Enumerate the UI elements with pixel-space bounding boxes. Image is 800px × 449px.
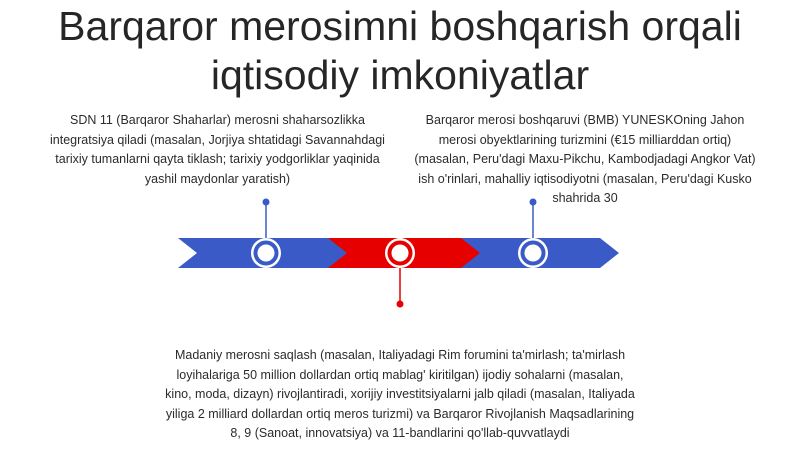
timeline-text-left: SDN 11 (Barqaror Shaharlar) merosni shaharsozlikka integratsiya qiladi (masalan, Jorjiya shtatidagi Savannahdagi tarixiy tumanlarni qayta tiklash; tarixiy yodgorliklar yaqinida yashil maydonlar yaratish) xyxy=(50,113,385,186)
title-line-1: Barqaror merosimni boshqarish orqali xyxy=(58,3,742,49)
timeline-text-right: Barqaror merosi boshqaruvi (BMB) YUNESKOning Jahon merosi obyektlarining turizmini (€15 milliarddan ortiq) (masalan, Peru'dagi Maxu-Pikchu, Kambodjadagi Angkor Vat) ish o'rinlari, mahalliy iqtisodiyotni (masalan, Peru'dagi Kusko shahrida 30 xyxy=(414,113,756,205)
timeline-text-bottom: Madaniy merosni saqlash (masalan, Italiyadagi Rim forumini ta'mirlash; ta'mirlash loyihalariga 50 million dollardan ortiq mablag' kiritilgan) ijodiy sohalarni (masalan, kino, moda, dizayn) rivojlantiradi, xorijiy investitsiyalarni jalb qiladi (masalan, Italiyada yiliga 2 milliard dollardan ortiq meros turizmi) va Barqaror Rivojlanish Maqsadlarining 8, 9 (Sanoat, innovatsiya) va 11-bandlarini qo'llab-quvvatlaydi xyxy=(165,348,635,440)
connector-pin-right xyxy=(530,199,537,206)
connector-pin-left xyxy=(263,199,270,206)
connector-pin-bottom xyxy=(397,301,404,308)
title-line-2: iqtisodiy imkoniyatlar xyxy=(210,52,590,98)
